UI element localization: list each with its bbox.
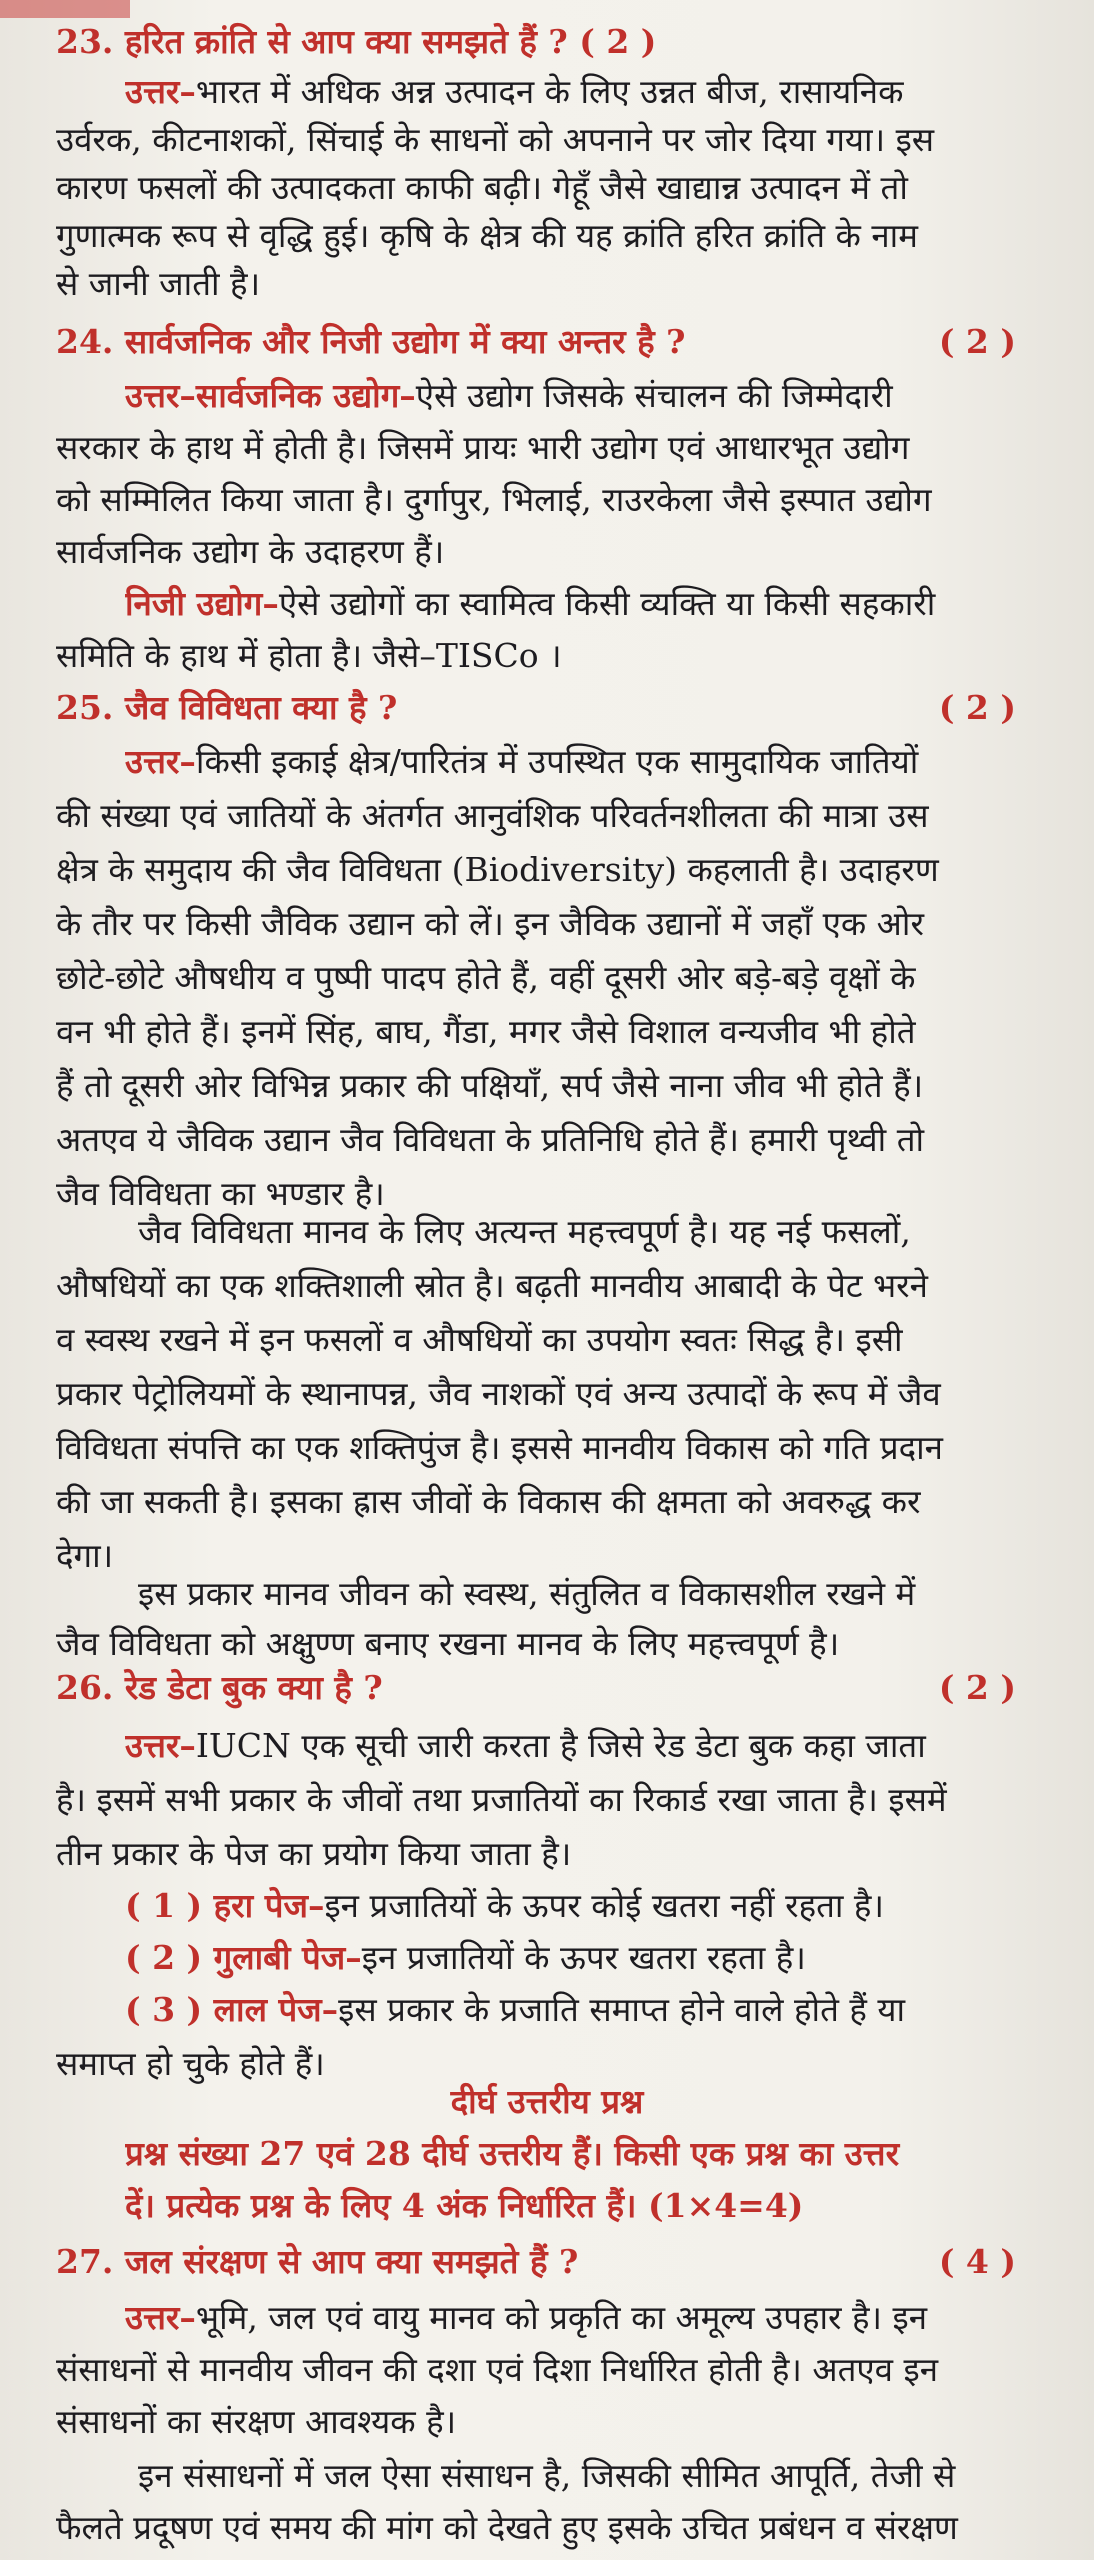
answer-text: ऐसे उद्योग जिसके संचालन की जिम्मेदारी (415, 376, 893, 415)
question-27 (56, 2238, 1056, 2286)
answer-25-p2-line-3: व स्वस्थ रखने में इन फसलों व औषधियों का उपयोग स्वतः सिद्ध है। इसी (56, 1320, 903, 1359)
answer-23-line-3: कारण फसलों की उत्पादकता काफी बढ़ी। गेहूँ जैसे खाद्यान्न उत्पादन में तो (56, 168, 908, 207)
answer-text: भूमि, जल एवं वायु मानव को प्रकृति का अमूल्य उपहार है। इन (195, 2298, 928, 2337)
question-text: 27. जल संरक्षण से आप क्या समझते हैं ? (56, 2242, 579, 2281)
answer-text: ऐसे उद्योगों का स्वामित्व किसी व्यक्ति या किसी सहकारी (278, 584, 936, 623)
answer-text: IUCN एक सूची जारी करता है जिसे रेड डेटा बुक कहा जाता (195, 1726, 926, 1765)
answer-25-line-2: की संख्या एवं जातियों के अंतर्गत आनुवंशिक परिवर्तनशीलता की मात्रा उस (56, 796, 929, 835)
question-text: 25. जैव विविधता क्या है ? (56, 688, 398, 727)
answer-27-line-1 (125, 2294, 1055, 2342)
answer-26-tail: समाप्त हो चुके होते हैं। (56, 2044, 325, 2083)
question-23: 23. हरित क्रांति से आप क्या समझते हैं ? ( 2 ) (56, 22, 657, 61)
section-note-line-2: दें। प्रत्येक प्रश्न के लिए 4 अंक निर्धारित हैं। (1×4=4) (125, 2186, 804, 2225)
section-note-line-1: प्रश्न संख्या 27 एवं 28 दीर्घ उत्तरीय हैं। किसी एक प्रश्न का उत्तर (125, 2134, 900, 2173)
answer-25-p2-line-4: प्रकार पेट्रोलियमों के स्थानापन्न, जैव नाशकों एवं अन्य उत्पादों के रूप में जैव (56, 1374, 941, 1413)
answer-text: भारत में अधिक अन्न उत्पादन के लिए उन्नत बीज, रासायनिक (195, 72, 904, 111)
answer-26-item-2 (125, 1934, 1055, 1982)
answer-23-line-1 (125, 68, 1055, 116)
answer-23-line-5: से जानी जाती है। (56, 264, 261, 303)
answer-label: उत्तर– (125, 1726, 196, 1765)
answer-25-line-9: जैव विविधता का भण्डार है। (56, 1174, 385, 1213)
item-label: ( 3 ) लाल पेज– (125, 1990, 339, 2029)
answer-25-line-8: अतएव ये जैविक उद्यान जैव विविधता के प्रतिनिधि होते हैं। हमारी पृथ्वी तो (56, 1120, 925, 1159)
answer-25-p2-line-1: जैव विविधता मानव के लिए अत्यन्त महत्त्वपूर्ण है। यह नई फसलों, (138, 1212, 911, 1251)
answer-26-line-3: तीन प्रकार के पेज का प्रयोग किया जाता है। (56, 1834, 572, 1873)
answer-26-item-3 (125, 1986, 1055, 2034)
answer-27-line-3: संसाधनों का संरक्षण आवश्यक है। (56, 2402, 457, 2441)
answer-25-line-4: के तौर पर किसी जैविक उद्यान को लें। इन जैविक उद्यानों में जहाँ एक ओर (56, 904, 924, 943)
answer-24-private-line-2: समिति के हाथ में होता है। जैसे–TISCo । (56, 636, 562, 675)
marks: ( 4 ) (938, 2242, 1016, 2281)
answer-24-line-1 (125, 372, 1055, 420)
answer-27-p2-line-1: इन संसाधनों में जल ऐसा संसाधन है, जिसकी सीमित आपूर्ति, तेजी से (138, 2456, 956, 2495)
answer-25-line-6: वन भी होते हैं। इनमें सिंह, बाघ, गैंडा, मगर जैसे विशाल वन्यजीव भी होते (56, 1012, 916, 1051)
answer-25-line-5: छोटे-छोटे औषधीय व पुष्पी पादप होते हैं, वहीं दूसरी ओर बड़े-बड़े वृक्षों के (56, 958, 916, 997)
item-text: इन प्रजातियों के ऊपर कोई खतरा नहीं रहता है। (324, 1886, 884, 1925)
answer-text: किसी इकाई क्षेत्र/पारितंत्र में उपस्थित एक सामुदायिक जातियों (195, 742, 919, 781)
section-heading: दीर्घ उत्तरीय प्रश्न (450, 2082, 644, 2121)
marks: ( 2 ) (938, 1668, 1016, 1707)
answer-27-line-2: संसाधनों से मानवीय जीवन की दशा एवं दिशा निर्धारित होती है। अतएव इन (56, 2350, 939, 2389)
answer-label: उत्तर–सार्वजनिक उद्योग– (125, 376, 416, 415)
answer-25-p2-line-5: विविधता संपत्ति का एक शक्तिपुंज है। इससे मानवीय विकास को गति प्रदान (56, 1428, 943, 1467)
item-label: ( 2 ) गुलाबी पेज– (125, 1938, 362, 1977)
answer-25-p3-line-2: जैव विविधता को अक्षुण्ण बनाए रखना मानव के लिए महत्त्वपूर्ण है। (56, 1624, 840, 1663)
item-text: इन प्रजातियों के ऊपर खतरा रहता है। (361, 1938, 806, 1977)
answer-23-line-2: उर्वरक, कीटनाशकों, सिंचाई के साधनों को अपनाने पर जोर दिया गया। इस (56, 120, 935, 159)
question-26 (56, 1664, 1056, 1712)
question-24 (56, 318, 1056, 366)
answer-26-line-2: है। इसमें सभी प्रकार के जीवों तथा प्रजातियों का रिकार्ड रखा जाता है। इसमें (56, 1780, 947, 1819)
answer-24-line-4: सार्वजनिक उद्योग के उदाहरण हैं। (56, 532, 445, 571)
answer-25-line-1 (125, 738, 1055, 786)
answer-label: उत्तर– (125, 742, 196, 781)
answer-label: उत्तर– (125, 2298, 196, 2337)
corner-stain (0, 0, 130, 18)
answer-24-line-3: को सम्मिलित किया जाता है। दुर्गापुर, भिलाई, राउरकेला जैसे इस्पात उद्योग (56, 480, 932, 519)
answer-24-private-line-1 (125, 580, 1055, 628)
answer-25-p2-line-7: देगा। (56, 1536, 114, 1575)
answer-23-line-4: गुणात्मक रूप से वृद्धि हुई। कृषि के क्षेत्र की यह क्रांति हरित क्रांति के नाम (56, 216, 918, 255)
answer-26-item-1 (125, 1882, 1055, 1930)
answer-25-line-3: क्षेत्र के समुदाय की जैव विविधता (Biodiversity) कहलाती है। उदाहरण (56, 850, 939, 889)
answer-25-line-7: हैं तो दूसरी ओर विभिन्न प्रकार की पक्षियाँ, सर्प जैसे नाना जीव भी होते हैं। (56, 1066, 924, 1105)
answer-24-line-2: सरकार के हाथ में होती है। जिसमें प्रायः भारी उद्योग एवं आधारभूत उद्योग (56, 428, 910, 467)
question-25 (56, 684, 1056, 732)
answer-label: उत्तर– (125, 72, 196, 111)
question-text: 24. सार्वजनिक और निजी उद्योग में क्या अन्तर है ? (56, 322, 686, 361)
item-label: ( 1 ) हरा पेज– (125, 1886, 325, 1925)
answer-25-p3-line-1: इस प्रकार मानव जीवन को स्वस्थ, संतुलित व विकासशील रखने में (138, 1574, 916, 1613)
answer-27-p2-line-2: फैलते प्रदूषण एवं समय की मांग को देखते हुए इसके उचित प्रबंधन व संरक्षण (56, 2508, 958, 2547)
answer-25-p2-line-2: औषधियों का एक शक्तिशाली स्रोत है। बढ़ती मानवीय आबादी के पेट भरने (56, 1266, 928, 1305)
item-text: इस प्रकार के प्रजाति समाप्त होने वाले होते हैं या (338, 1990, 906, 2029)
marks: ( 2 ) (938, 688, 1016, 727)
answer-25-p2-line-6: की जा सकती है। इसका ह्रास जीवों के विकास की क्षमता को अवरुद्ध कर (56, 1482, 921, 1521)
question-text: 26. रेड डेटा बुक क्या है ? (56, 1668, 383, 1707)
answer-26-line-1 (125, 1722, 1055, 1770)
private-label: निजी उद्योग– (125, 584, 279, 623)
marks: ( 2 ) (938, 322, 1016, 361)
